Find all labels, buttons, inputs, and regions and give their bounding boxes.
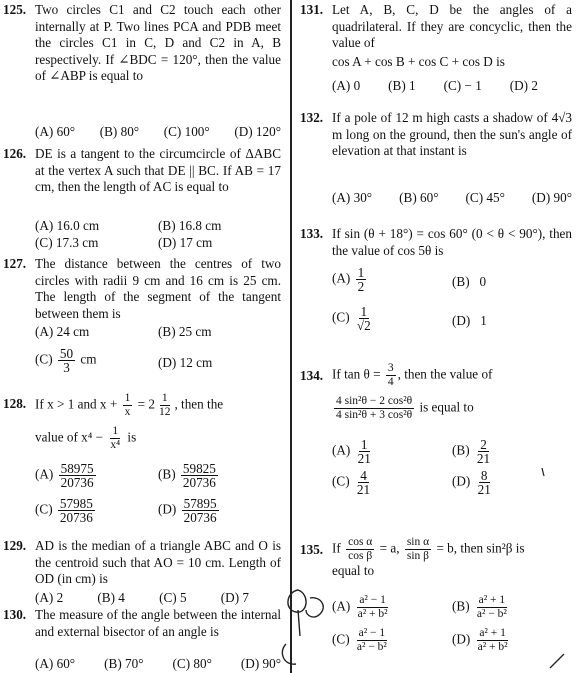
option-a[interactable]: (A) $\frac{58975}{20736}$ [35, 461, 94, 490]
question-number: 135. [300, 542, 324, 557]
option-a[interactable]: (A) 2 [35, 590, 64, 605]
options-127 [35, 324, 281, 374]
option-b[interactable]: (B) 16.8 cm [158, 218, 222, 233]
column-divider [290, 0, 292, 673]
option-c[interactable]: (C) $\frac{50}{3}$ cm [35, 345, 97, 375]
option-b[interactable]: (B) 0 [452, 274, 487, 289]
option-c[interactable]: (C) $\frac{1}{√2}$ [332, 304, 371, 333]
option-d[interactable]: (D) 7 [220, 590, 249, 605]
option-a[interactable]: (A) $\frac{1}{21}$ [332, 437, 371, 466]
option-a[interactable]: (A) 24 cm [35, 324, 90, 339]
options-131 [332, 78, 538, 95]
question-line-1: If $\frac{\text{cos α}}{\text{cos β}}$ = a, $\frac{\text{sin α}}{\text{sin β}}$ = b, then sin²β is [332, 536, 525, 562]
question-135 [300, 536, 572, 580]
options-134 [332, 438, 572, 496]
option-c[interactable]: (C) $\frac{\text{a² − 1}}{\text{a² − b²}}$ [332, 627, 387, 653]
question-134 [300, 362, 572, 422]
option-d[interactable]: (D) 120° [234, 124, 281, 139]
option-a[interactable]: (A) $\frac{\text{a² − 1}}{\text{a² + b²}}$ [332, 594, 388, 620]
question-number: 131. [300, 2, 324, 17]
options-132 [332, 190, 572, 207]
option-d[interactable]: (D) $\frac{\text{a² + 1}}{\text{a² + b²}}$ [452, 627, 508, 653]
question-number: 133. [300, 226, 324, 241]
option-b[interactable]: (B) 70° [104, 656, 144, 671]
question-line-1: If x > 1 and x + $\frac{1}{x}$ = 2 $\frac{1}{12}$ , then the [35, 392, 224, 418]
options-126 [35, 218, 281, 251]
question-line-2: value of x⁴ − $\frac{1}{\text{x⁴}}$ is [35, 425, 137, 451]
question-line-1: If tan θ = $\frac{3}{4}$ , then the value of [332, 362, 493, 388]
question-133 [300, 226, 572, 259]
option-b[interactable]: (B) $\frac{2}{21}$ [452, 437, 491, 466]
option-b[interactable]: (B) 1 [388, 78, 416, 93]
option-c[interactable]: (C) 45° [465, 190, 505, 205]
option-c[interactable]: (C) 5 [159, 590, 187, 605]
option-a[interactable]: (A) 0 [332, 78, 361, 93]
option-a[interactable]: (A) 30° [332, 190, 373, 205]
question-text: The measure of the angle between the internal and external bisector of an angle is [35, 607, 281, 639]
question-text: Let A, B, C, D be the angles of a quadrilateral. If they are concyclic, then the value of [332, 2, 572, 51]
option-b[interactable]: (B) 80° [99, 124, 140, 139]
option-b[interactable]: (B) 60° [399, 190, 439, 205]
option-b[interactable]: (B) 25 cm [158, 324, 212, 339]
option-a[interactable]: (A) $\frac{1}{2}$ [332, 265, 365, 294]
fraction: $\frac{1}{12}$ [158, 392, 171, 418]
question-number: 134. [300, 368, 324, 383]
question-text: AD is the median of a triangle ABC and O is the centroid such that AO = 10 cm. Length of OD (in cm) is [35, 538, 281, 587]
options-135 [332, 594, 572, 654]
option-d[interactable]: (D) 90° [531, 190, 572, 205]
option-a[interactable]: (A) 60° [35, 124, 76, 139]
option-d[interactable]: (D) 90° [240, 656, 281, 671]
question-number: 132. [300, 110, 324, 125]
question-text: Two circles C1 and C2 touch each other internally at P. Two lines PCA and PDB meet the circles C1 in C, D and C2 in A, B respectively. If ∠BDC = 120°, then the value of ∠ABP is equal to [35, 2, 281, 84]
options-125 [35, 124, 281, 141]
question-125 [3, 2, 281, 85]
question-128 [3, 392, 281, 452]
option-a[interactable]: (A) 60° [35, 656, 76, 671]
pen-scribble-mark [276, 580, 336, 673]
option-c[interactable]: (C) 80° [172, 656, 212, 671]
option-c[interactable]: (C) 17.3 cm [35, 234, 99, 250]
question-126 [3, 146, 281, 196]
fraction: $\frac{1}{x}$ [124, 392, 131, 418]
option-d[interactable]: (D) 17 cm [158, 234, 213, 250]
question-text: If sin (θ + 18°) = cos 60° (0 < θ < 90°), then the value of cos 5θ is [332, 226, 572, 258]
options-129 [35, 590, 249, 607]
option-a[interactable]: (A) 16.0 cm [35, 218, 100, 233]
option-d[interactable]: (D) $\frac{8}{21}$ [452, 468, 491, 497]
option-d[interactable]: (D) 2 [509, 78, 538, 93]
question-131 [300, 2, 572, 70]
fraction: $\frac{3}{4}$ [387, 362, 394, 388]
options-130 [35, 656, 281, 673]
question-expression: $\frac{\text{4 sin²θ − 2 cos²θ}}{\text{4 sin²θ + 3 cos²θ}}$ is equal to [336, 395, 474, 421]
question-127 [3, 256, 281, 322]
question-number: 125. [3, 2, 27, 17]
option-d[interactable]: (D) 12 cm [158, 354, 213, 370]
option-c[interactable]: (C) $\frac{4}{21}$ [332, 468, 371, 497]
question-text: The distance between the centres of two circles with radii 9 cm and 16 cm is 25 cm. The length of the segment of the tangent between them is [35, 256, 281, 321]
question-number: 128. [3, 396, 27, 411]
options-128 [35, 462, 281, 524]
question-number: 126. [3, 146, 27, 161]
question-line-2: equal to [332, 563, 375, 578]
option-d[interactable]: (D) $\frac{57895}{20736}$ [158, 496, 217, 525]
option-b[interactable]: (B) $\frac{\text{a² + 1}}{\text{a² − b²}}$ [452, 594, 507, 620]
question-129 [3, 538, 281, 588]
option-c[interactable]: (C) $\frac{57985}{20736}$ [35, 496, 93, 525]
option-d[interactable]: (D) 1 [452, 313, 487, 328]
question-number: 129. [3, 538, 27, 553]
fraction: $\frac{50}{3}$ [59, 345, 74, 375]
question-130 [3, 607, 281, 640]
option-b[interactable]: (B) $\frac{59825}{20736}$ [158, 461, 216, 490]
option-b[interactable]: (B) 4 [97, 590, 125, 605]
question-number: 130. [3, 607, 27, 622]
question-text: If a pole of 12 m high casts a shadow of 4√3 m long on the ground, then the sun's angle of elevation at that instant is [332, 110, 572, 159]
question-text: DE is a tangent to the circumcircle of ΔABC at the vertex A such that DE || BC. If AB = 17 cm, then the length of AC is equal to [35, 146, 281, 195]
question-expression: cos A + cos B + cos C + cos D is [332, 53, 505, 69]
fraction: $\frac{1}{\text{x⁴}}$ [110, 425, 121, 451]
option-c[interactable]: (C) − 1 [443, 78, 482, 93]
options-133 [332, 266, 572, 332]
question-132 [300, 110, 572, 160]
option-c[interactable]: (C) 100° [163, 124, 210, 139]
question-number: 127. [3, 256, 27, 271]
